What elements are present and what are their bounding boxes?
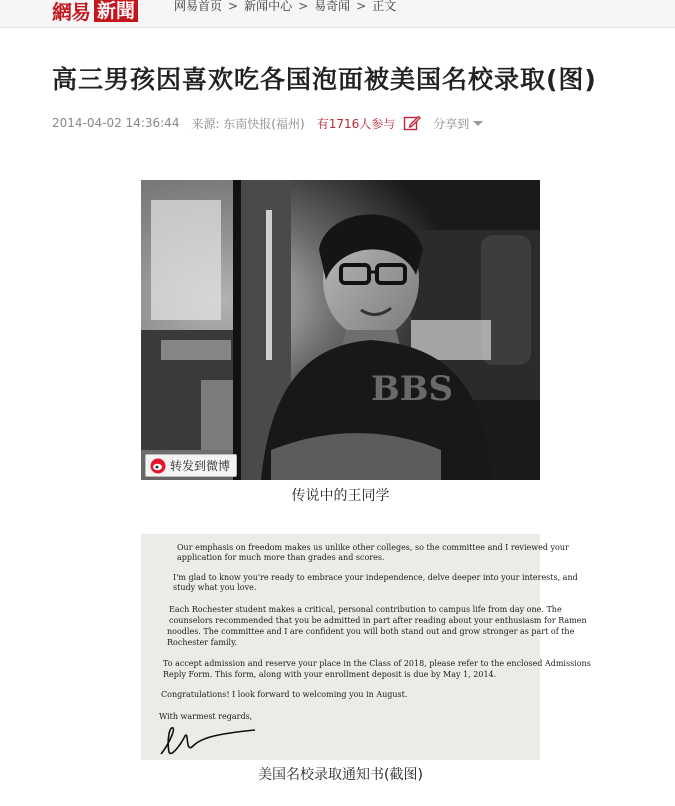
admission-letter-image [141, 534, 591, 760]
letter-line: With warmest regards, [159, 712, 253, 721]
breadcrumb-separator: > [298, 0, 309, 13]
share-menu[interactable] [433, 115, 483, 132]
letter-line: noodles. The committee and I are confident you will both stand out and grow stronger as part of the [167, 627, 575, 636]
letter-caption: 美国名校录取通知书(截图) [258, 767, 423, 783]
breadcrumb-separator: > [356, 0, 367, 13]
breadcrumb-separator: > [228, 0, 239, 13]
letter-line: Congratulations! I look forward to welcoming you in August. [161, 690, 408, 699]
top-nav-bar [0, 0, 675, 28]
article-title: 高三男孩因喜欢吃各国泡面被美国名校录取(图) [52, 65, 597, 94]
letter-line: Each Rochester student makes a critical, personal contribution to campus life from day one. The [169, 605, 562, 614]
share-to-weibo-button[interactable] [145, 454, 237, 477]
letter-line: counselors recommended that you be admitted in part after reading about your enthusiasm for Ramen [169, 616, 587, 625]
svg-text:BBS: BBS [371, 369, 454, 409]
breadcrumb [174, 0, 396, 14]
letter-line: I'm glad to know you're ready to embrace your independence, delve deeper into your interests, and [173, 573, 578, 582]
signature-image [155, 724, 265, 760]
comment-edit-icon[interactable] [403, 114, 421, 132]
share-to-weibo-label: 转发到微博 [170, 459, 231, 473]
share-label: 分享到 [433, 116, 470, 131]
breadcrumb-home-link[interactable]: 网易首页 [174, 0, 223, 13]
letter-line: Our emphasis on freedom makes us unlike other colleges, so the committee and I reviewed your [177, 543, 569, 552]
student-photo [141, 180, 540, 480]
netease-news-logo[interactable] [52, 0, 138, 25]
photo-caption: 传说中的王同学 [291, 488, 390, 504]
participants-link[interactable]: 有1716人参与 [316, 116, 396, 131]
letter-line: Reply Form. This form, along with your enrollment deposit is due by May 1, 2014. [163, 670, 497, 679]
letter-line: application for much more than grades and scores. [177, 553, 385, 562]
chevron-down-icon [473, 121, 483, 126]
breadcrumb-current: 正文 [372, 0, 397, 13]
breadcrumb-news-center-link[interactable]: 新闻中心 [244, 0, 293, 13]
article-meta [52, 114, 483, 132]
logo-text-netease: 網易 [52, 0, 90, 24]
letter-line: study what you love. [173, 583, 257, 592]
logo-text-news: 新聞 [94, 0, 138, 22]
letter-line: Rochester family. [167, 638, 238, 647]
student-photo-image [141, 180, 540, 480]
letter-line: To accept admission and reserve your place in the Class of 2018, please refer to the enclosed Admissions [163, 659, 591, 668]
weibo-icon [150, 458, 166, 474]
publish-datetime: 2014-04-02 14:36:44 [52, 116, 180, 130]
breadcrumb-oddities-link[interactable]: 易奇闻 [314, 0, 351, 13]
article-source[interactable]: 来源: 东南快报(福州) [191, 116, 305, 131]
